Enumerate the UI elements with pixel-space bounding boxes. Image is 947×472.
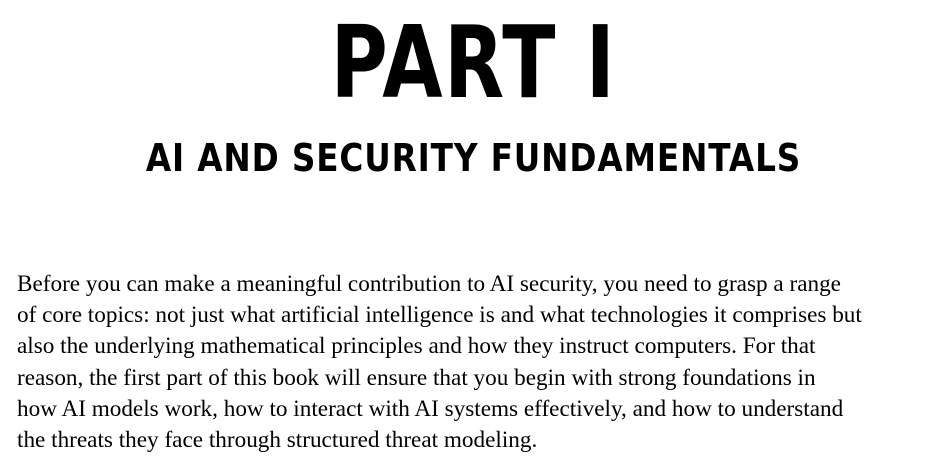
part-title: PART I <box>330 4 617 121</box>
intro-line: also the underlying mathematical principles and how they instruct computers. For that <box>17 333 816 360</box>
part-subtitle: AI AND SECURITY FUNDAMENTALS <box>145 136 802 180</box>
intro-line: Before you can make a meaningful contribution to AI security, you need to grasp a range <box>17 271 841 297</box>
intro-line: how AI models work, how to interact with AI systems effectively, and how to understand <box>17 395 844 422</box>
intro-line: reason, the first part of this book will ensure that you begin with strong foundations in <box>17 364 816 391</box>
intro-line: the threats they face through structured threat modeling. <box>17 427 538 454</box>
intro-paragraph <box>17 269 945 456</box>
intro-line: of core topics: not just what artificial intelligence is and what technologies it comprises but <box>17 302 862 329</box>
